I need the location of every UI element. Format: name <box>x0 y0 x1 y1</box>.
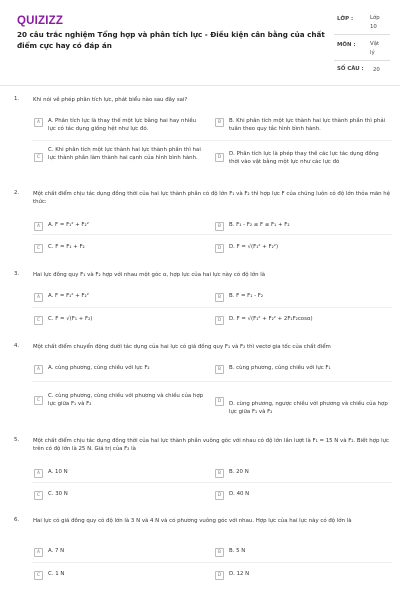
question-text: Một chất điểm chịu tác dụng đồng thời của hai lực thành phần có độ lớn F₁ và F₂ thì hợp lực F của chúng luôn có độ lớn thỏa mãn hệ thức: <box>33 191 391 205</box>
option-letter-box: B <box>215 118 224 127</box>
option-text: C. F = F₁ + F₂ <box>48 244 85 250</box>
option-d[interactable] <box>215 571 390 580</box>
question-text: Hai lực có giá đồng quy có độ lớn là 3 N và 4 N và có phương vuông góc với nhau. Hợp lực của hai lực này có độ lớn là <box>33 518 352 524</box>
option-letter-box: C <box>34 316 43 325</box>
option-letter-box: B <box>215 365 224 374</box>
option-d[interactable] <box>215 491 390 500</box>
option-text: B. F₁ - F₂ ≤ F ≤ F₁ + F₂ <box>229 222 290 228</box>
option-divider <box>32 140 392 141</box>
option-letter-box: D <box>215 244 224 253</box>
question-number: 6. <box>14 517 20 523</box>
option-text: A. Phân tích lực là thay thế một lực bằng hai hay nhiều lực có tác dụng giống hệt như lực đó. <box>48 118 197 132</box>
option-text: C. cùng phương, cùng chiều với phương và chiều của hợp lực giữa F₁ và F₂ <box>48 393 204 407</box>
option-letter-box: A <box>34 222 43 231</box>
option-a[interactable] <box>34 548 204 557</box>
option-a[interactable] <box>34 469 204 478</box>
option-divider <box>32 562 392 563</box>
option-text: D. cùng phương, ngược chiều với phương và chiều của hợp lực giữa F₁ và F₂ <box>229 401 388 415</box>
question-text: Một chất điểm chịu tác dụng đồng thời của hai lực thành phần vuông góc với nhau có độ lớn lần lượt là F₁ = 15 N và F₂. Biết hợp lực trên có độ lớn là 25 N. Giá trị của F₂ là <box>33 438 389 452</box>
option-letter-box: C <box>34 491 43 500</box>
option-text: D. 40 N <box>229 491 250 497</box>
option-d[interactable] <box>215 151 390 166</box>
question-number: 1. <box>14 96 20 102</box>
question-number: 2. <box>14 190 20 196</box>
option-letter-box: C <box>34 396 43 405</box>
option-letter-box: D <box>215 571 224 580</box>
option-letter-box: D <box>215 397 224 406</box>
option-b[interactable] <box>215 222 390 231</box>
option-text: D. F = √(F₁² + F₂²) <box>229 244 279 250</box>
option-text: A. 7 N <box>48 548 65 554</box>
option-letter-box: C <box>34 571 43 580</box>
option-text: A. F = F₁² + F₂² <box>48 293 89 299</box>
option-a[interactable] <box>34 222 204 231</box>
option-text: B. F = F₁ - F₂ <box>229 293 264 299</box>
option-divider <box>32 234 392 235</box>
option-text: B. 20 N <box>229 469 249 475</box>
question-number: 4. <box>14 343 20 349</box>
option-text: D. 12 N <box>229 571 250 577</box>
option-letter-box: D <box>215 153 224 162</box>
option-divider <box>32 381 392 382</box>
option-b[interactable] <box>215 365 390 374</box>
option-c[interactable] <box>34 393 204 408</box>
option-c[interactable] <box>34 147 204 162</box>
option-letter-box: B <box>215 469 224 478</box>
option-letter-box: B <box>215 293 224 302</box>
header-divider <box>0 85 400 86</box>
option-text: C. Khi phân tích một lực thành hai lực thành phần thì hai lực thành phần làm thành hai cạnh của hình bình hành. <box>48 147 201 161</box>
option-b[interactable] <box>215 469 390 478</box>
option-letter-box: B <box>215 548 224 557</box>
question-number: 5. <box>14 437 20 443</box>
option-a[interactable] <box>34 118 204 133</box>
question-text: Khi nói về phép phân tích lực, phát biểu nào sau đây sai? <box>33 97 188 103</box>
option-letter-box: A <box>34 293 43 302</box>
class-value: Lớp 10 <box>370 15 380 30</box>
class-label: LỚP : <box>337 16 354 22</box>
option-letter-box: D <box>215 316 224 325</box>
worksheet-header <box>0 0 400 80</box>
question-count-label: SỐ CÂU : <box>337 66 364 72</box>
option-text: C. F = √(F₁ + F₂) <box>48 316 93 322</box>
option-b[interactable] <box>215 118 390 133</box>
question-count-value: 20 <box>373 67 380 73</box>
option-text: A. F = F₁² + F₂² <box>48 222 89 228</box>
option-a[interactable] <box>34 293 204 302</box>
option-text: D. Phân tích lực là phép thay thế các lực tác dụng đồng thời vào vật bằng một lực như các lực đó <box>229 151 379 165</box>
option-letter-box: B <box>215 222 224 231</box>
option-text: B. 5 N <box>229 548 246 554</box>
option-letter-box: D <box>215 491 224 500</box>
option-letter-box: A <box>34 548 43 557</box>
option-text: C. 1 N <box>48 571 65 577</box>
option-letter-box: A <box>34 365 43 374</box>
option-text: C. 30 N <box>48 491 68 497</box>
question-text: Hai lực đồng quy F₁ và F₂ hợp với nhau một góc α, hợp lực của hai lực này có độ lớn là <box>33 272 266 278</box>
meta-divider <box>334 34 390 35</box>
option-c[interactable] <box>34 316 204 325</box>
option-letter-box: A <box>34 469 43 478</box>
option-text: D. F = √(F₁² + F₂² + 2F₁F₂cosα) <box>229 316 313 322</box>
worksheet-title: 20 câu trắc nghiệm Tổng hợp và phân tích lực - Điều kiện cân bằng của chất điểm cực hay có đáp án <box>17 30 325 50</box>
option-a[interactable] <box>34 365 204 374</box>
option-b[interactable] <box>215 293 390 302</box>
option-text: B. Khi phân tích một lực thành hai lực thành phần thì phải tuân theo quy tắc hình bình hành. <box>229 118 386 132</box>
option-divider <box>32 482 392 483</box>
option-text: A. 10 N <box>48 469 68 475</box>
subject-label: MÔN : <box>337 42 356 48</box>
quizizz-logo: QUIZIZZ <box>17 15 64 27</box>
option-d[interactable] <box>215 244 390 253</box>
option-letter-box: C <box>34 153 43 162</box>
option-c[interactable] <box>34 244 204 253</box>
option-d[interactable] <box>215 401 390 416</box>
subject-value: Vật lý <box>370 41 380 56</box>
question-text: Một chất điểm chuyển động dưới tác dụng của hai lực có giá đồng quy F₁ và F₂ thì vectơ gia tốc của chất điểm <box>33 344 331 350</box>
option-letter-box: A <box>34 118 43 127</box>
meta-divider <box>334 60 390 61</box>
option-c[interactable] <box>34 571 204 580</box>
option-text: B. cùng phương, cùng chiều với lực F₁ <box>229 365 331 371</box>
option-d[interactable] <box>215 316 390 325</box>
option-divider <box>32 307 392 308</box>
option-c[interactable] <box>34 491 204 500</box>
option-b[interactable] <box>215 548 390 557</box>
option-text: A. cùng phương, cùng chiều với lực F₂ <box>48 365 150 371</box>
question-number: 3. <box>14 271 20 277</box>
option-letter-box: C <box>34 244 43 253</box>
